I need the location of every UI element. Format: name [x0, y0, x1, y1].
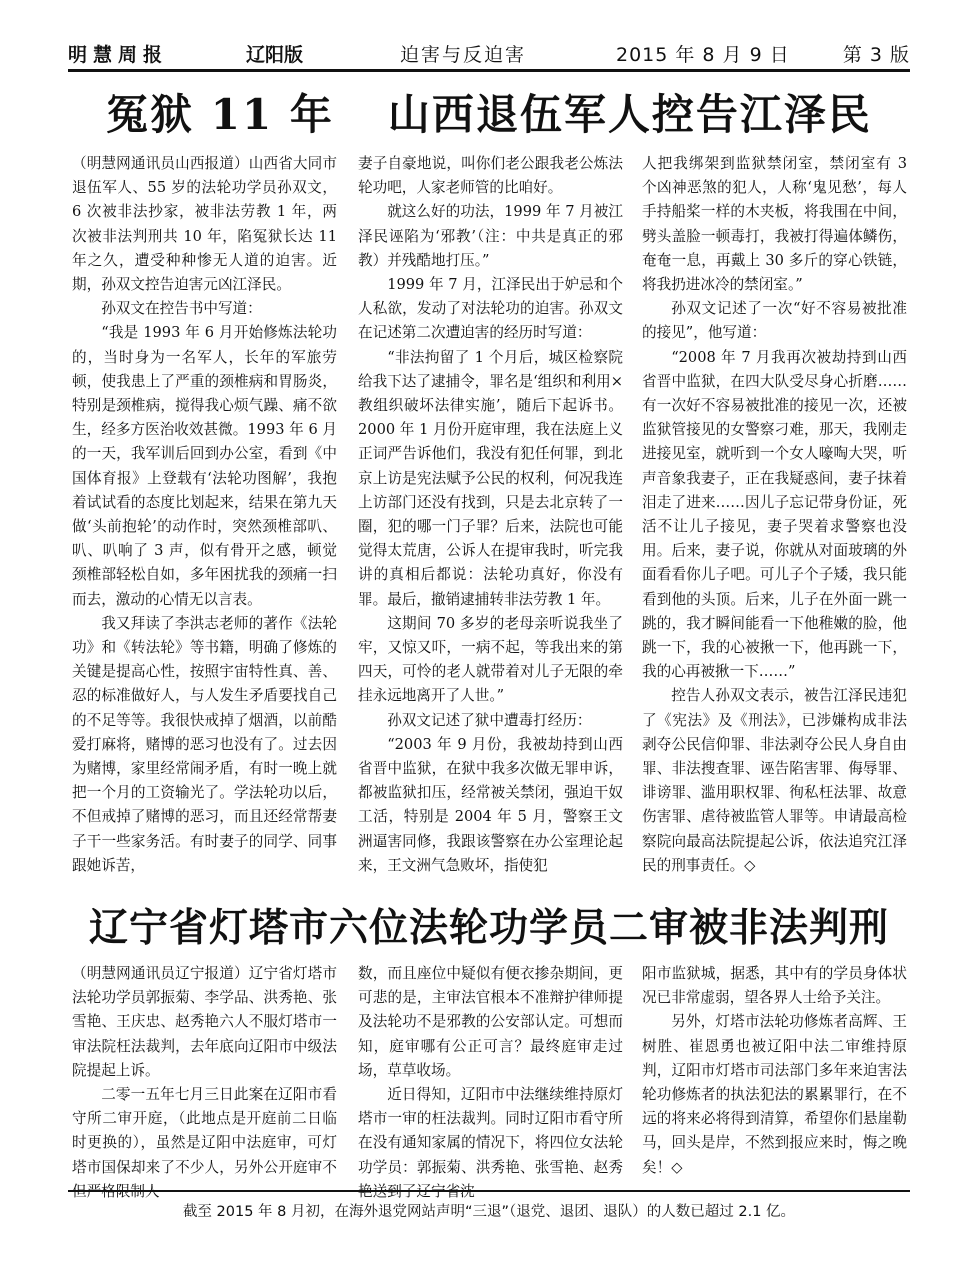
article-2-column-1 — [72, 962, 337, 1200]
article-1-column-1 — [72, 152, 337, 886]
paragraph: 我又拜读了李洪志老师的著作《法轮功》和《转法轮》等书籍，明确了修炼的关键是提高心性，按照宇宙特性真、善、忍的标准做好人，与人发生矛盾要找自己的不足等等。我很快戒掉了烟酒，以前酷爱打麻将，赌博的恶习也没有了。过去因为赌博，家里经常闹矛盾，有时一晚上就把一个月的工资输光了。学法轮功以后，不但戒掉了赌博的恶习，而且还经常帮妻子干一些家务活。有时妻子的同学、同事跟她诉苦， — [72, 614, 337, 874]
paragraph: （明慧网通讯员辽宁报道）辽宁省灯塔市法轮功学员郭振菊、李学品、洪秀艳、张雪艳、王庆忠、赵秀艳六人不服灯塔市一审法院枉法裁判，去年底向辽阳市中级法院提起上诉。 — [72, 965, 337, 1079]
paragraph: 另外，灯塔市法轮功修炼者高辉、王树胜、崔恩勇也被辽阳中法二审维持原判，辽阳市灯塔市司法部门多年来迫害法轮功修炼者的执法犯法的累累罪行，在不远的将来必将得到清算，希望你们悬崖勒马，回头是岸，不然到报应来时，悔之晚矣！◇ — [642, 1013, 907, 1176]
paragraph: “我是 1993 年 6 月开始修炼法轮功的，当时身为一名军人，长年的军旅劳顿，使我患上了严重的颈椎病和胃肠炎，特别是颈椎病，搅得我心烦气躁、痛不欲生，经多方医治收效甚微。1993 年 6 月的一天，我军训后回到办公室，看到《中国体育报》上登载有‘法轮功图解’，我抱着试试看的态度比划起来，结果在第九天做‘头前抱轮’的动作时，突然颈椎部叭、叭、叭响了 3 声，似有骨开之感，顿觉颈椎部轻松自如，多年困扰我的颈痛一扫而去，激动的心情无以言表。 — [72, 324, 337, 608]
issue-date: 2015 年 8 月 9 日 — [616, 44, 790, 66]
article-1-headline-part2: 山西退伍军人控告江泽民 — [387, 90, 872, 139]
paragraph: 孙双文记述了狱中遭毒打经历： — [387, 711, 592, 729]
edition-label: 辽阳版 — [246, 44, 304, 66]
paragraph: “2003 年 9 月份，我被劫持到山西省晋中监狱，在狱中我多次做无罪申诉，都被监狱扣压，经常被关禁闭，强迫干奴工活，特别是 2004 年 5 月，警察王文洲逼害同修，我跟该警察在办公室理论起来，王文洲气急败坏，指使犯 — [358, 735, 623, 874]
paragraph: 妻子自豪地说，叫你们老公跟我老公炼法轮功吧，人家老师管的比咱好。 — [358, 155, 623, 197]
paragraph: 这期间 70 多岁的老母亲听说我坐了牢，又惊又吓，一病不起，等我出来的第四天，可怜的老人就带着对儿子无限的牵挂永远地离开了人世。” — [358, 614, 623, 705]
paragraph: “非法拘留了 1 个月后，城区检察院给我下达了逮捕令，罪名是‘组织和利用×教组织破坏法律实施’，随后下起诉书。2000 年 1 月份开庭审理，我在法庭上义正词严告诉他们，我没有犯任何罪，到北京上访是宪法赋予公民的权利，何况我连上访部门还没有找到，只是去北京转了一圈，犯的哪一门子罪？后来，法院也可能觉得太荒唐，公诉人在提审我时，听完我讲的真相后都说：法轮功真好，你没有罪。最后，撤销逮捕转非法劳教 1 年。 — [358, 348, 623, 608]
section-title: 迫害与反迫害 — [400, 44, 527, 66]
paragraph: 就这么好的功法，1999 年 7 月被江泽民诬陷为‘邪教’（注：中共是真正的邪教）并残酷地打压。” — [358, 203, 623, 269]
paper-name: 明慧周报 — [68, 44, 169, 66]
paragraph: （明慧网通讯员山西报道）山西省大同市退伍军人、55 岁的法轮功学员孙双文，6 次被非法抄家，被非法劳教 1 年，两次被非法判刑共 10 年，陷冤狱长达 11 年之久，遭受种种惨无人道的迫害。近期，孙双文控告迫害元凶江泽民。 — [72, 155, 337, 294]
paragraph: 近日得知，辽阳市中法继续维持原灯塔市一审的枉法裁判。同时辽阳市看守所在没有通知家属的情况下，将四位女法轮功学员：郭振菊、洪秀艳、张雪艳、赵秀艳送到了辽宁省沈 — [358, 1086, 623, 1200]
article-1-column-2 — [358, 152, 623, 886]
header-rule — [68, 69, 910, 72]
article-2-column-2 — [358, 962, 623, 1200]
article-1-headline-part1: 冤狱 11 年 — [106, 90, 334, 139]
article-2-column-3 — [642, 962, 907, 1190]
paragraph: 人把我绑架到监狱禁闭室，禁闭室有 3 个凶神恶煞的犯人，人称‘鬼见愁’，每人手持船桨一样的木夹板，将我围在中间，劈头盖脸一顿毒打，我被打得遍体鳞伤，奄奄一息，再戴上 30 多斤的穿心铁链，将我扔进冰冷的禁闭室。” — [642, 155, 907, 294]
paragraph: 二零一五年七月三日此案在辽阳市看守所二审开庭，（此地点是开庭前二日临时更换的），虽然是辽阳中法庭审，可灯塔市国保却来了不少人，另外公开庭审不但严格限制人 — [72, 1086, 337, 1200]
paragraph: 控告人孙双文表示，被告江泽民违犯了《宪法》及《刑法》，已涉嫌构成非法剥夺公民信仰罪、非法剥夺公民人身自由罪、非法搜查罪、诬告陷害罪、侮辱罪、诽谤罪、滥用职权罪、徇私枉法罪、故意伤害罪、虐待被监管人罪等。申请最高检察院向最高法院提起公诉，依法追究江泽民的刑事责任。◇ — [642, 687, 907, 874]
article-1-headline — [68, 82, 910, 142]
page-header — [68, 38, 910, 68]
page-number: 第 3 版 — [842, 44, 910, 66]
paragraph: 阳市监狱城，据悉，其中有的学员身体状况已非常虚弱，望各界人士给予关注。 — [642, 965, 907, 1007]
footer-notice: 截至 2015 年 8 月初，在海外退党网站声明“三退”（退党、退团、退队）的人数已超过 2.1 亿。 — [182, 1204, 796, 1220]
paragraph: 孙双文记述了一次“好不容易被批准的接见”，他写道： — [642, 300, 907, 342]
paragraph: 1999 年 7 月，江泽民出于妒忌和个人私欲，发动了对法轮功的迫害。孙双文在记述第二次遭迫害的经历时写道： — [358, 276, 623, 342]
footer-rule — [68, 1190, 910, 1192]
paragraph: 孙双文在控告书中写道： — [101, 300, 262, 318]
article-2-headline: 辽宁省灯塔市六位法轮功学员二审被非法判刑 — [88, 905, 889, 951]
paragraph: 数，而且座位中疑似有便衣掺杂期间，更可悲的是，主审法官根本不准辩护律师提及法轮功不是邪教的公安部认定。可想而知，庭审哪有公正可言？最终庭审走过场，草草收场。 — [358, 965, 623, 1079]
paragraph: “2008 年 7 月我再次被劫持到山西省晋中监狱，在四大队受尽身心折磨……有一次好不容易被批准的接见一次，还被监狱管接见的女警察刁难，那天，我刚走进接见室，就听到一个女人嚎啕大哭，听声音象我妻子，正在我疑惑间，妻子抹着泪走了进来……因儿子忘记带身份证，死活不让儿子接见，妻子哭着求警察也没用。后来，妻子说，你就从对面玻璃的外面看看你儿子吧。可儿子个子矮，我只能看到他的头顶。后来，儿子在外面一跳一跳的，我才瞬间能看一下他稚嫩的脸，他跳一下，我的心被揪一下，他再跳一下，我的心再被揪一下……” — [642, 348, 907, 681]
article-1-column-3 — [642, 152, 907, 886]
